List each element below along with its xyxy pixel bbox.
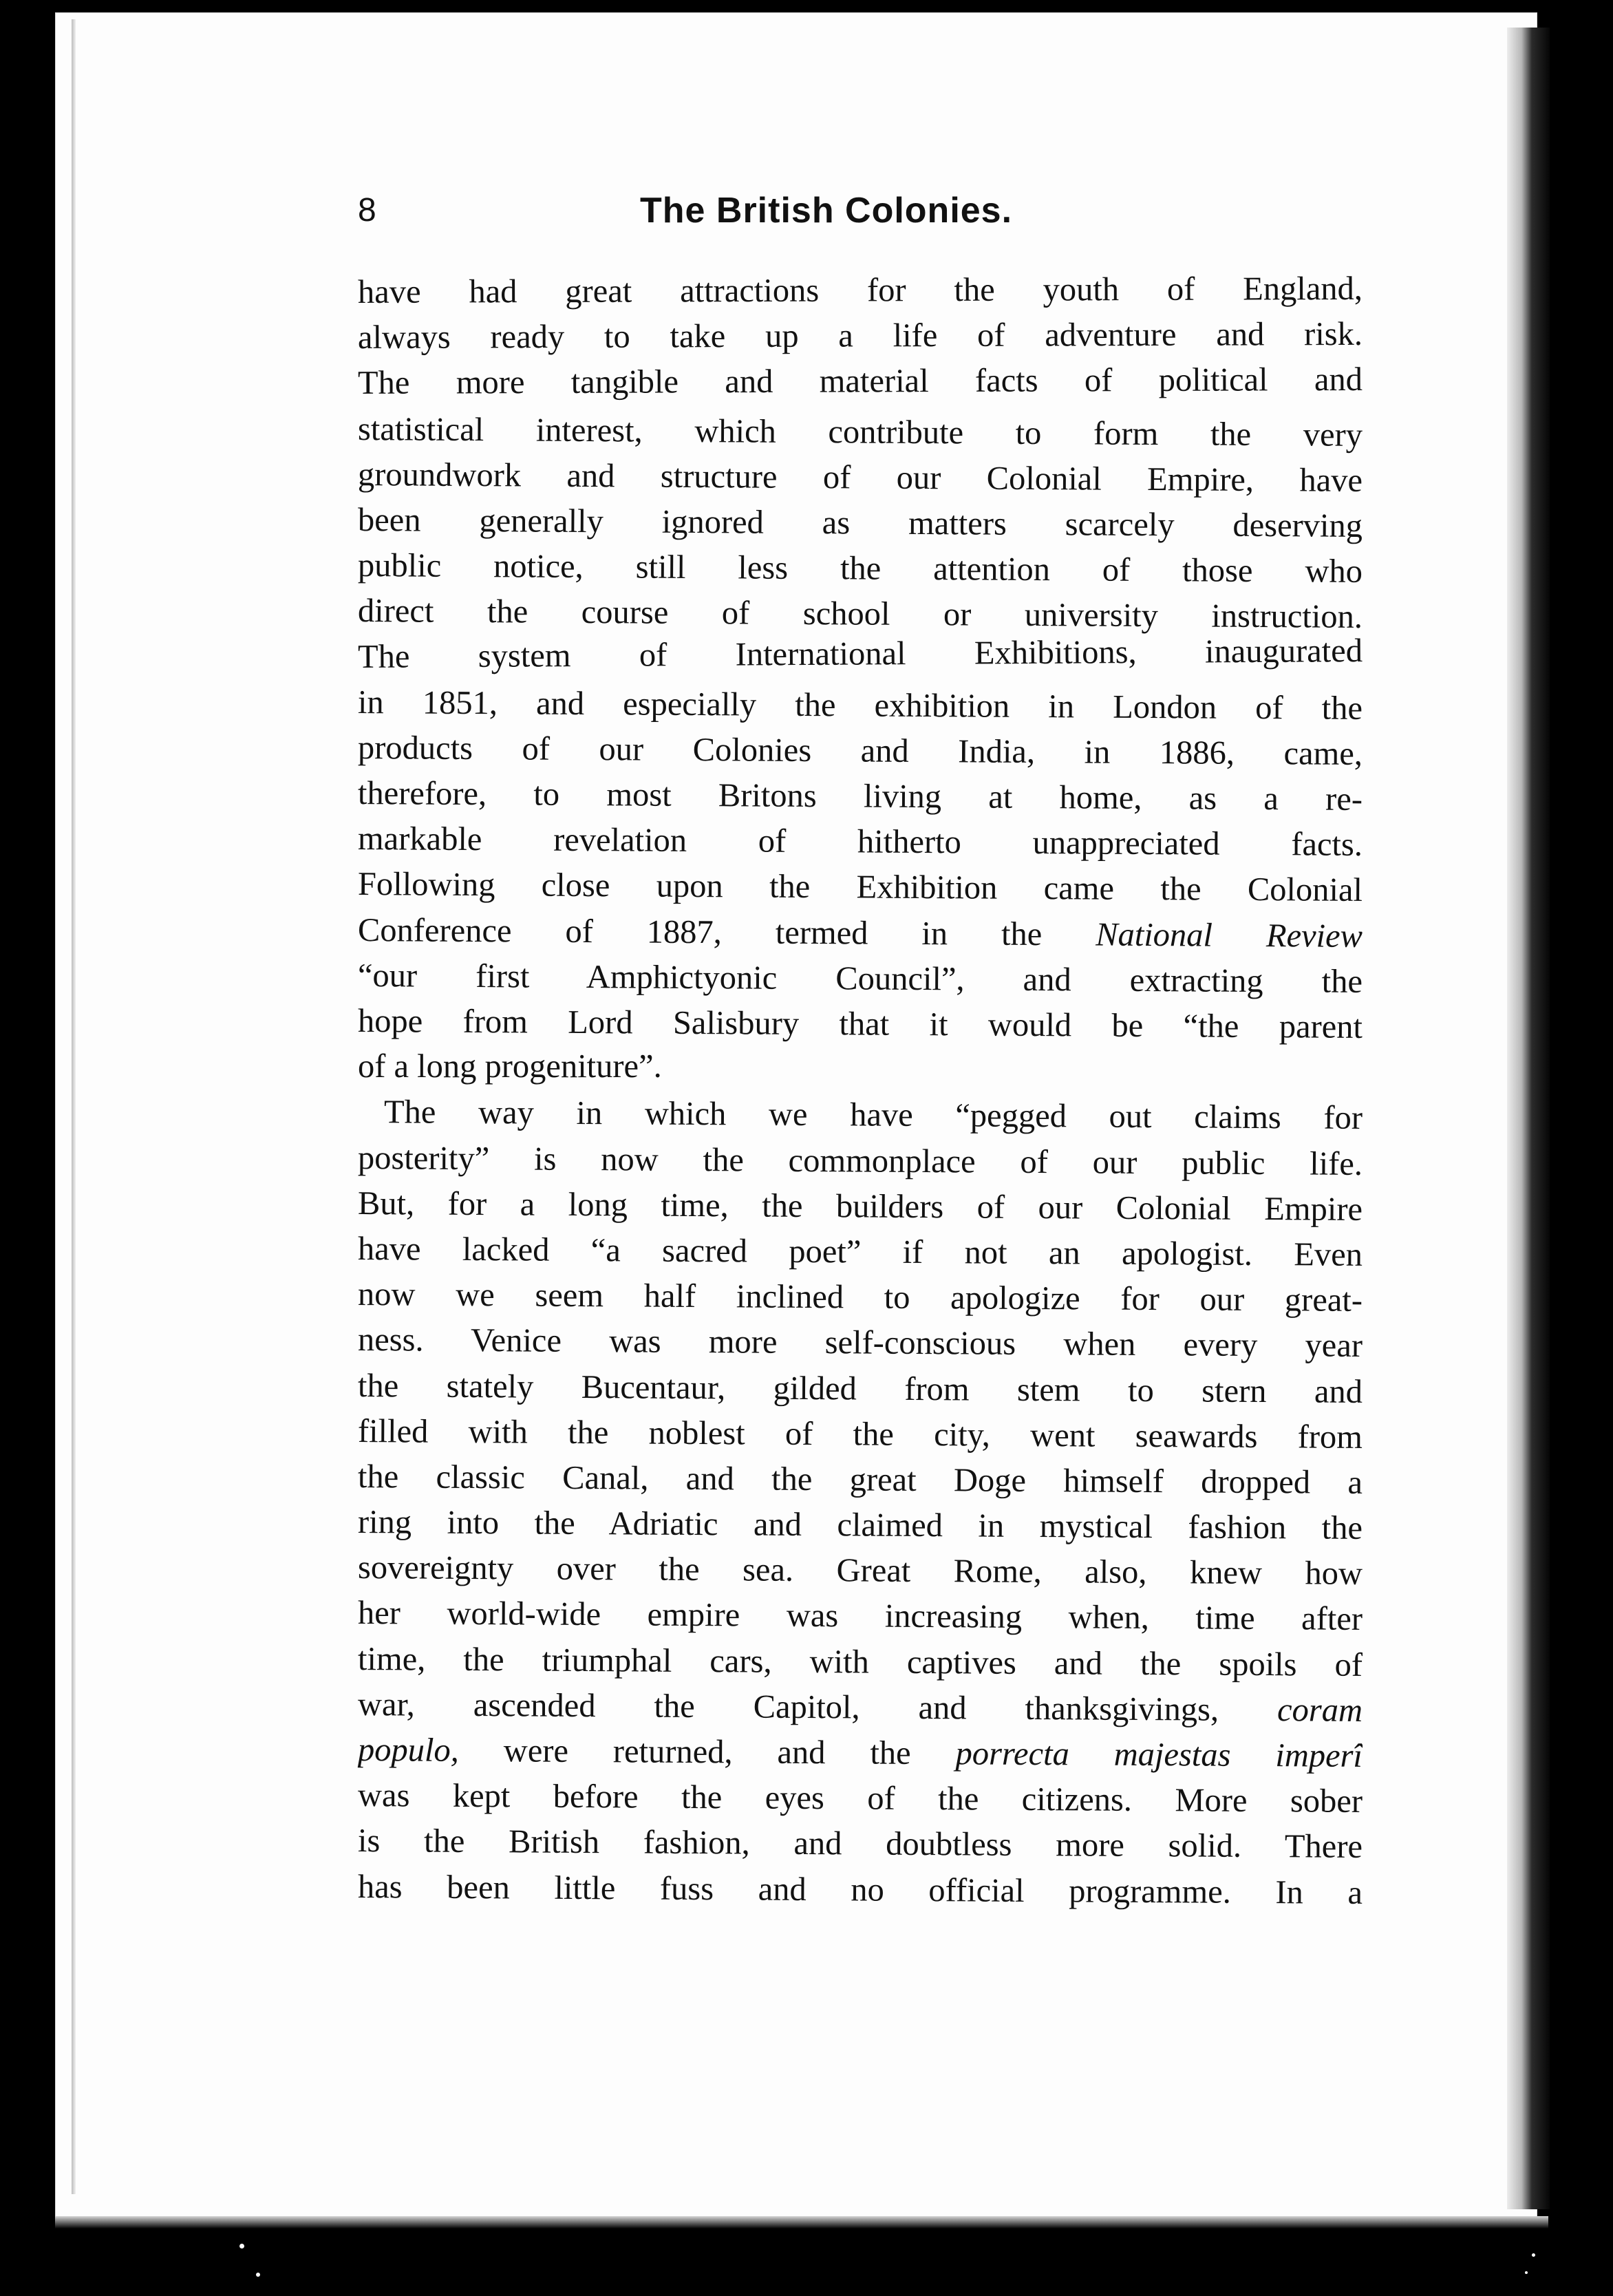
scan-speck bbox=[1525, 2271, 1528, 2274]
text-segment: statistical interest, which contribute to form the very bbox=[357, 410, 1363, 454]
text-line bbox=[358, 1409, 1363, 1460]
left-page-edge bbox=[72, 19, 76, 2194]
text-segment: in 1851, and especially the exhibition in London of the bbox=[357, 683, 1363, 727]
text-segment: ness. Venice was more self-conscious when every year bbox=[357, 1321, 1363, 1365]
body-text bbox=[358, 270, 1363, 1910]
text-segment: have had great attractions for the youth of England, bbox=[357, 270, 1363, 310]
text-segment: the stately Bucentaur, gilded from stem to stern and bbox=[357, 1367, 1363, 1410]
text-segment: Conference of 1887, termed in the bbox=[357, 911, 1096, 953]
text-line bbox=[358, 680, 1363, 732]
text-segment: has been little fuss and no official programme. In a bbox=[357, 1868, 1363, 1911]
text-line bbox=[358, 543, 1363, 595]
text-segment: time, the triumphal cars, with captives and the spoils of bbox=[357, 1640, 1363, 1683]
text-line bbox=[358, 1864, 1363, 1916]
text-line bbox=[358, 1637, 1363, 1688]
text-line bbox=[358, 816, 1363, 868]
text-line bbox=[358, 1545, 1363, 1597]
italic-text: populo, bbox=[357, 1732, 460, 1769]
text-line bbox=[358, 1181, 1363, 1233]
text-segment: the classic Canal, and the great Doge himself dropped a bbox=[357, 1458, 1363, 1501]
top-scan-border bbox=[0, 0, 1613, 12]
text-line bbox=[358, 1272, 1363, 1324]
italic-text: porrecta majestas imperî bbox=[955, 1735, 1363, 1774]
text-line bbox=[358, 628, 1363, 680]
text-segment: public notice, still less the attention of those who bbox=[357, 547, 1363, 591]
text-line bbox=[358, 1136, 1363, 1187]
text-line bbox=[358, 862, 1363, 913]
text-line bbox=[358, 953, 1363, 1005]
text-line bbox=[358, 1226, 1363, 1278]
text-line bbox=[358, 999, 1363, 1050]
text-line bbox=[358, 771, 1363, 822]
text-line bbox=[358, 1089, 1363, 1141]
text-line bbox=[358, 1044, 1363, 1089]
text-segment: But, for a long time, the builders of our Colonial Empire bbox=[357, 1184, 1363, 1228]
text-segment: is the British fashion, and doubtless more solid. There bbox=[357, 1822, 1363, 1866]
text-segment: always ready to take up a life of adventure and risk. bbox=[357, 316, 1363, 357]
text-segment: groundwork and structure of our Colonial Empire, have bbox=[357, 456, 1363, 499]
text-segment: were returned, and the bbox=[458, 1732, 956, 1772]
text-segment: therefore, to most Britons living at home, as a re- bbox=[357, 775, 1363, 818]
text-line bbox=[358, 1591, 1363, 1642]
text-segment: “our first Amphictyonic Council”, and extracting the bbox=[357, 957, 1363, 1000]
text-segment: products of our Colonies and India, in 1886, came, bbox=[357, 729, 1363, 772]
page-number: 8 bbox=[358, 192, 377, 228]
text-line bbox=[358, 1500, 1363, 1551]
scan-speck bbox=[256, 2273, 260, 2277]
text-segment: markable revelation of hitherto unappreciated facts. bbox=[357, 820, 1363, 864]
scan-speck bbox=[1532, 2253, 1535, 2257]
text-segment: war, ascended the Capitol, and thanksgivings, bbox=[357, 1686, 1278, 1728]
italic-text: National Review bbox=[1096, 916, 1363, 955]
text-segment: of a long progeniture”. bbox=[358, 1048, 662, 1085]
text-line bbox=[358, 357, 1363, 406]
text-segment: The system of International Exhibitions, inaugurated bbox=[357, 632, 1363, 675]
text-line bbox=[358, 725, 1363, 777]
text-line bbox=[358, 407, 1363, 458]
text-segment: hope from Lord Salisbury that it would be “the parent bbox=[357, 1003, 1363, 1045]
text-line bbox=[358, 312, 1363, 361]
right-book-edge bbox=[1507, 28, 1550, 2209]
text-segment: was kept before the eyes of the citizens. More sober bbox=[357, 1777, 1363, 1820]
text-line bbox=[358, 498, 1363, 549]
running-head: The British Colonies. bbox=[640, 191, 1013, 231]
bottom-page-shadow bbox=[55, 2216, 1548, 2229]
text-line bbox=[358, 1773, 1363, 1825]
text-segment: filled with the noblest of the city, went seawards from bbox=[357, 1412, 1363, 1456]
text-line bbox=[358, 908, 1363, 959]
text-line bbox=[358, 1682, 1363, 1734]
text-segment: now we seem half inclined to apologize for our great- bbox=[357, 1276, 1363, 1319]
text-segment: direct the course of school or university instruction. bbox=[357, 593, 1363, 636]
text-segment: Following close upon the Exhibition came the Colonial bbox=[357, 866, 1363, 909]
text-segment: sovereignty over the sea. Great Rome, also, knew how bbox=[357, 1549, 1363, 1593]
text-segment: been generally ignored as matters scarcely deserving bbox=[357, 501, 1363, 544]
text-segment: The way in which we have “pegged out claims for bbox=[383, 1094, 1363, 1137]
text-line bbox=[358, 1728, 1363, 1779]
italic-text: coram bbox=[1276, 1691, 1363, 1729]
text-segment: her world-wide empire was increasing when, time after bbox=[357, 1595, 1363, 1638]
text-line bbox=[358, 1818, 1363, 1870]
text-segment: The more tangible and material facts of political and bbox=[357, 361, 1363, 402]
text-segment: posterity” is now the commonplace of our public life. bbox=[357, 1139, 1363, 1182]
text-line bbox=[358, 452, 1363, 504]
scan-speck bbox=[239, 2244, 244, 2249]
page-header bbox=[358, 187, 1363, 249]
text-line bbox=[358, 1317, 1363, 1369]
text-line bbox=[358, 1363, 1363, 1415]
text-segment: have lacked “a sacred poet” if not an apologist. Even bbox=[357, 1230, 1363, 1273]
text-segment: ring into the Adriatic and claimed in mystical fashion the bbox=[357, 1504, 1363, 1546]
text-line bbox=[358, 266, 1363, 315]
text-line bbox=[358, 1454, 1363, 1506]
